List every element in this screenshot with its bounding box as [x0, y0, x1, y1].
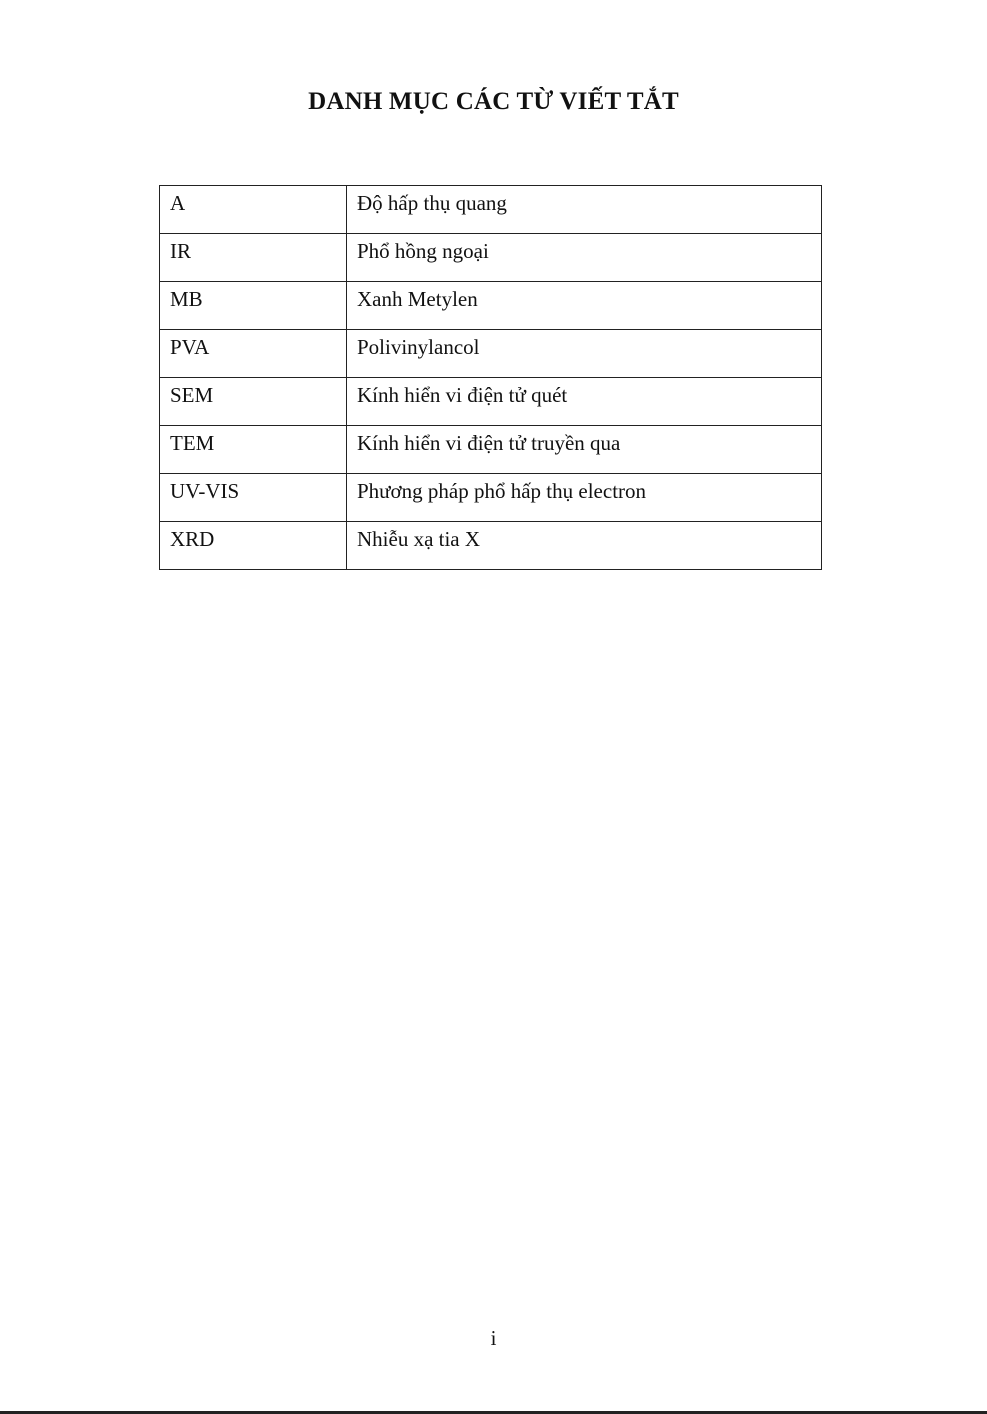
meaning-cell: Nhiễu xạ tia X — [347, 522, 822, 570]
abbreviation-cell: PVA — [160, 330, 347, 378]
table-row — [160, 474, 822, 522]
meaning-cell: Độ hấp thụ quang — [347, 186, 822, 234]
meaning-cell: Phổ hồng ngoại — [347, 234, 822, 282]
meaning-cell: Phương pháp phổ hấp thụ electron — [347, 474, 822, 522]
meaning-cell: Polivinylancol — [347, 330, 822, 378]
meaning-cell: Kính hiển vi điện tử truyền qua — [347, 426, 822, 474]
page-title: DANH MỤC CÁC TỪ VIẾT TẮT — [308, 88, 679, 115]
page-number: i — [490, 1326, 497, 1350]
meaning-cell: Kính hiển vi điện tử quét — [347, 378, 822, 426]
abbreviation-cell: UV-VIS — [160, 474, 347, 522]
table-row — [160, 234, 822, 282]
abbreviation-cell: SEM — [160, 378, 347, 426]
table-row — [160, 330, 822, 378]
abbreviation-table — [159, 185, 822, 570]
meaning-cell: Xanh Metylen — [347, 282, 822, 330]
abbreviation-cell: A — [160, 186, 347, 234]
abbreviation-cell: MB — [160, 282, 347, 330]
table-row — [160, 282, 822, 330]
table-row — [160, 522, 822, 570]
table-row — [160, 378, 822, 426]
table-row — [160, 186, 822, 234]
abbreviation-cell: TEM — [160, 426, 347, 474]
abbreviation-cell: IR — [160, 234, 347, 282]
abbreviation-cell: XRD — [160, 522, 347, 570]
table-row — [160, 426, 822, 474]
